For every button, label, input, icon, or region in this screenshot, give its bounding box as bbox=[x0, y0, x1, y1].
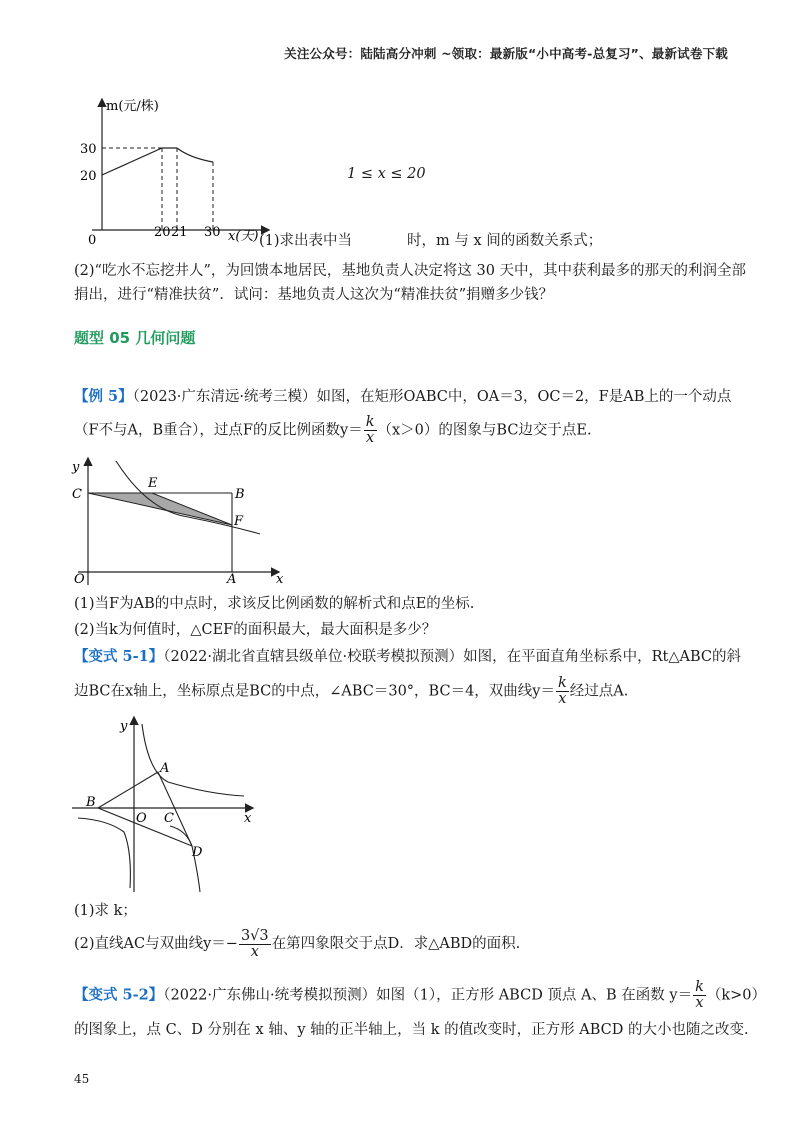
ex5-fraction bbox=[364, 415, 377, 446]
graph1-xtick-21: 21 bbox=[171, 225, 188, 240]
v51-line1 bbox=[74, 646, 741, 668]
v51-frac-num: k bbox=[558, 675, 567, 691]
v51-frac-den: x bbox=[558, 691, 567, 707]
v51-figure bbox=[68, 712, 268, 897]
ex5-frac-num: k bbox=[365, 414, 375, 430]
graph1-ylabel: m(元/株) bbox=[106, 99, 159, 114]
v51-label-O: O bbox=[136, 811, 147, 826]
v52-line2: 的图象上，点 C、D 分别在 x 轴、y 轴的正半轴上，当 k 的值改变时，正方形 ABCD 的大小也随之改变. bbox=[74, 1022, 749, 1038]
v51-label-C: C bbox=[164, 811, 174, 826]
page-number: 45 bbox=[74, 1072, 90, 1086]
v51-label-x: x bbox=[244, 811, 252, 826]
price-curve bbox=[102, 148, 177, 175]
q1-label: (1)求出表中当 bbox=[259, 233, 353, 249]
q2-line2: 捐出，进行“精准扶贫”．试问：基地负责人这次为“精准扶贫”捐赠多少钱？ bbox=[74, 287, 554, 303]
price-graph bbox=[70, 92, 290, 252]
ex5-label-y: y bbox=[72, 460, 80, 475]
v51-q2-fraction bbox=[239, 929, 271, 960]
graph1-ytick-30: 30 bbox=[80, 142, 97, 157]
range-label: 1 ≤ x ≤ 20 bbox=[347, 166, 426, 182]
graph1-xtick-20: 20 bbox=[154, 225, 171, 240]
ex5-label-C: C bbox=[72, 487, 82, 502]
v51-tag: 【变式 5-1】 bbox=[74, 648, 164, 665]
v52-line1-post: （k>0） bbox=[706, 987, 767, 1004]
v52-frac-den: x bbox=[695, 995, 704, 1011]
ex5-line2 bbox=[74, 415, 592, 446]
v51-fraction bbox=[556, 676, 569, 707]
q2-line1: (2)“吃水不忘挖井人”，为回馈本地居民，基地负责人决定将这 30 天中，其中获利最多的那天的利润全部 bbox=[74, 263, 747, 279]
v51-line-BA bbox=[98, 772, 158, 808]
ex5-label-O: O bbox=[74, 572, 85, 587]
v51-q2-pre: (2)直线AC与双曲线y＝− bbox=[74, 936, 238, 952]
v51-label-B: B bbox=[86, 795, 96, 810]
ex5-label-x: x bbox=[276, 572, 284, 587]
v51-line2 bbox=[74, 676, 628, 707]
ex5-q2: (2)当k为何值时，△CEF的面积最大，最大面积是多少？ bbox=[74, 622, 437, 638]
ex5-q1: (1)当F为AB的中点时，求该反比例函数的解析式和点E的坐标. bbox=[74, 596, 475, 612]
v51-q2-den: x bbox=[250, 943, 259, 960]
ex5-label-E: E bbox=[148, 476, 158, 491]
page-header: 关注公众号：陆陆高分冲刺 ~领取：最新版“小中高考-总复习”、最新试卷下载 bbox=[284, 46, 728, 61]
section-title: 题型 05 几何问题 bbox=[74, 329, 196, 347]
v51-label-y: y bbox=[120, 719, 128, 734]
v51-q2 bbox=[74, 928, 520, 960]
v51-line1-text: （2022·湖北省直辖县级单位·校联考模拟预测）如图，在平面直角坐标系中，Rt△ABC的斜 bbox=[163, 649, 742, 665]
graph1-xtick-30: 30 bbox=[204, 225, 221, 240]
ex5-frac-den: x bbox=[366, 430, 375, 446]
v52-tag: 【变式 5-2】 bbox=[74, 986, 164, 1004]
ex5-triangle-cef bbox=[88, 493, 232, 525]
ex5-label-F: F bbox=[234, 514, 244, 529]
ex5-label-A: A bbox=[227, 572, 237, 587]
v52-fraction bbox=[693, 980, 706, 1011]
ex5-line2-pre: （F不与A，B重合），过点F的反比例函数y＝ bbox=[74, 422, 363, 439]
ex5-figure bbox=[68, 455, 298, 590]
graph1-origin: 0 bbox=[88, 233, 97, 248]
v51-q2-num: 3√3 bbox=[240, 927, 269, 944]
graph1-xlabel: x(天) bbox=[228, 229, 259, 244]
q1-rest: 时，m 与 x 间的函数关系式； bbox=[407, 233, 603, 249]
v52-line1-pre: （2022·广东佛山·统考模拟预测）如图（1），正方形 ABCD 顶点 A、B 在函数 y＝ bbox=[163, 987, 693, 1004]
v52-line1 bbox=[74, 980, 766, 1011]
v51-q2-post: 在第四象限交于点D．求△ABD的面积. bbox=[271, 936, 521, 952]
v51-label-A: A bbox=[160, 761, 170, 776]
v51-hyperbola-q3 bbox=[78, 818, 130, 888]
ex5-label-B: B bbox=[235, 487, 245, 502]
v51-hyperbola-q1 bbox=[142, 724, 244, 796]
ex5-line2-post: （x＞0）的图象与BC边交于点E. bbox=[377, 422, 592, 439]
v51-label-D: D bbox=[192, 845, 203, 860]
price-curve-tail bbox=[177, 148, 213, 162]
v51-line2-post: 经过点A. bbox=[569, 683, 629, 700]
v51-q1: (1)求 k； bbox=[74, 903, 137, 919]
v51-line2-pre: 边BC在x轴上，坐标原点是BC的中点，∠ABC＝30°，BC＝4，双曲线y＝ bbox=[74, 683, 555, 700]
ex5-line1 bbox=[74, 386, 731, 408]
v52-frac-num: k bbox=[695, 979, 704, 995]
graph1-ytick-20: 20 bbox=[80, 169, 97, 184]
ex5-tag: 【例 5】 bbox=[74, 388, 133, 405]
ex5-line1-text: （2023·广东清远·统考三模）如图，在矩形OABC中，OA＝3，OC＝2，F是AB上的一个动点 bbox=[132, 389, 732, 405]
